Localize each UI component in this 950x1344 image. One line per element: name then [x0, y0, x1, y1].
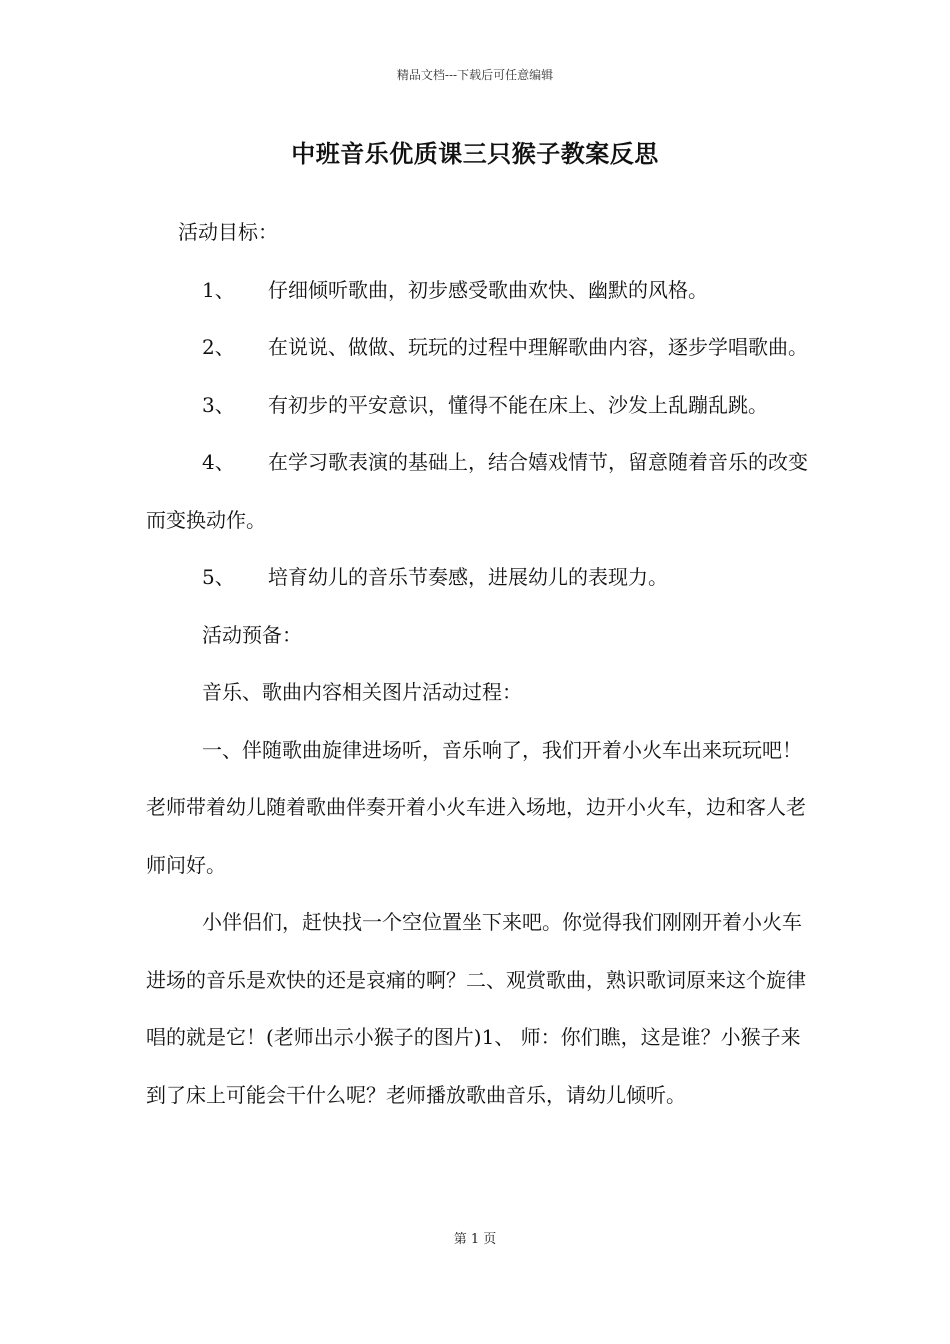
goal-text: 有初步的平安意识，懂得不能在床上、沙发上乱蹦乱跳。	[268, 392, 768, 417]
goal-text: 在学习歌表演的基础上，结合嬉戏情节，留意随着音乐的改变而变换动作。	[146, 450, 808, 532]
header-note: 精品文档---下载后可任意编辑	[396, 68, 554, 82]
section-heading-goals: 活动目标：	[178, 220, 278, 244]
goal-item	[146, 319, 816, 377]
goal-number: 3、	[202, 392, 235, 417]
goal-item	[146, 434, 816, 549]
goal-number: 1、	[202, 277, 235, 302]
goal-number: 4、	[202, 450, 235, 474]
goal-number: 5、	[202, 565, 235, 589]
goal-item	[146, 377, 816, 435]
goal-text: 仔细倾听歌曲，初步感受歌曲欢快、幽默的风格。	[268, 277, 708, 302]
page-number: 第 1 页	[453, 1232, 497, 1247]
goal-text: 培育幼儿的音乐节奏感，进展幼儿的表现力。	[268, 565, 668, 589]
section-heading-prep: 活动预备：	[202, 622, 302, 647]
process-paragraph-1: 一、伴随歌曲旋律进场听，音乐响了，我们开着小火车出来玩玩吧！老师带着幼儿随着歌曲伴奏开着小火车进入场地，边开小火车，边和客人老师问好。	[146, 737, 806, 877]
goal-item	[146, 549, 816, 607]
goal-text: 在说说、做做、玩玩的过程中理解歌曲内容，逐步学唱歌曲。	[268, 335, 808, 359]
goal-item	[146, 262, 816, 320]
prep-paragraph: 音乐、歌曲内容相关图片活动过程：	[202, 680, 522, 704]
process-paragraph-2: 小伴侣们，赶快找一个空位置坐下来吧。你觉得我们刚刚开着小火车进场的音乐是欢快的还是哀痛的啊？二、观赏歌曲，熟识歌词原来这个旋律唱的就是它！(老师出示小猴子的图片)1、 师：你们瞧，这是谁？小猴子来到了床上可能会干什么呢？老师播放歌曲音乐，请幼儿倾听。	[146, 910, 806, 1107]
document-title: 中班音乐优质课三只猴子教案反思	[291, 139, 659, 168]
goal-number: 2、	[202, 335, 235, 359]
document-body	[146, 204, 816, 1124]
